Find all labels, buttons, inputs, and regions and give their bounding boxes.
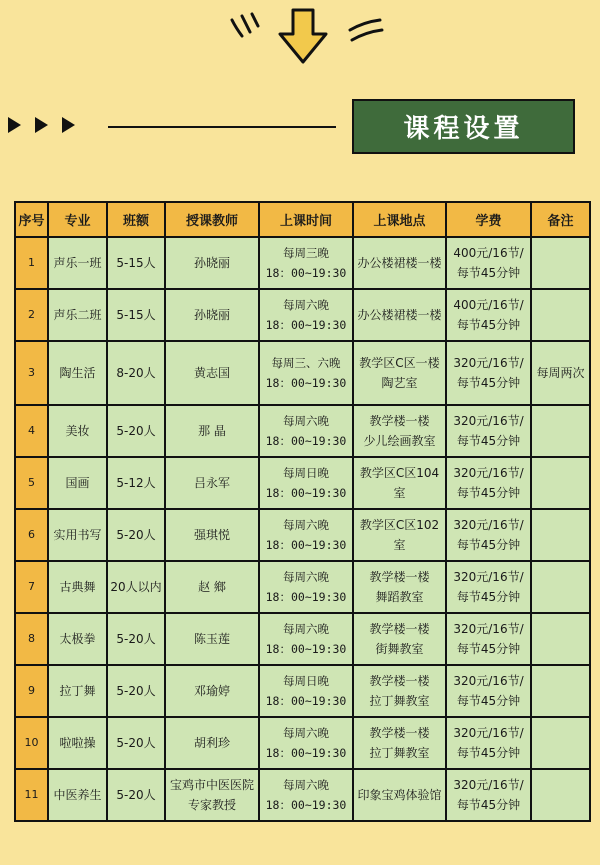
table-cell: 每周六晚 18：00~19:30 bbox=[259, 509, 353, 561]
table-row bbox=[15, 717, 590, 769]
table-cell: 印象宝鸡体验馆 bbox=[353, 769, 446, 821]
table-cell: 320元/16节/ 每节45分钟 bbox=[446, 717, 531, 769]
table-cell: 声乐一班 bbox=[48, 237, 107, 289]
triangle-arrow-icon bbox=[62, 117, 75, 133]
table-cell: 强琪悦 bbox=[165, 509, 259, 561]
table-cell: 教学楼一楼 少儿绘画教室 bbox=[353, 405, 446, 457]
table-cell: 320元/16节/ 每节45分钟 bbox=[446, 561, 531, 613]
table-cell: 4 bbox=[15, 405, 48, 457]
table-cell: 320元/16节/ 每节45分钟 bbox=[446, 665, 531, 717]
table-cell: 教学楼一楼 街舞教室 bbox=[353, 613, 446, 665]
table-row bbox=[15, 613, 590, 665]
table-cell: 每周六晚 18：00~19:30 bbox=[259, 289, 353, 341]
table-cell: 每周日晚 18：00~19:30 bbox=[259, 665, 353, 717]
bottom-band bbox=[0, 823, 600, 865]
table-cell: 教学楼一楼 舞蹈教室 bbox=[353, 561, 446, 613]
triangle-arrow-icon bbox=[35, 117, 48, 133]
table-cell: 美妆 bbox=[48, 405, 107, 457]
table-cell: 1 bbox=[15, 237, 48, 289]
spark-lines-icon bbox=[346, 18, 386, 46]
triangle-arrow-icon bbox=[8, 117, 21, 133]
table-cell: 11 bbox=[15, 769, 48, 821]
table-cell: 拉丁舞 bbox=[48, 665, 107, 717]
table-cell: 5-12人 bbox=[107, 457, 165, 509]
table-cell: 陶生活 bbox=[48, 341, 107, 405]
table-cell: 400元/16节/ 每节45分钟 bbox=[446, 289, 531, 341]
table-cell: 320元/16节/ 每节45分钟 bbox=[446, 457, 531, 509]
table-row bbox=[15, 561, 590, 613]
table-cell: 320元/16节/ 每节45分钟 bbox=[446, 405, 531, 457]
table-cell: 孙晓丽 bbox=[165, 289, 259, 341]
table-cell: 每周六晚 18：00~19:30 bbox=[259, 561, 353, 613]
page-title: 课程设置 bbox=[352, 99, 575, 154]
table-cell: 太极拳 bbox=[48, 613, 107, 665]
table-cell bbox=[531, 561, 590, 613]
triangle-arrows bbox=[8, 117, 75, 133]
table-cell bbox=[531, 289, 590, 341]
column-header: 备注 bbox=[531, 202, 590, 237]
column-header: 序号 bbox=[15, 202, 48, 237]
table-cell: 邓瑜婷 bbox=[165, 665, 259, 717]
table-cell: 每周日晚 18：00~19:30 bbox=[259, 457, 353, 509]
table-cell: 5-15人 bbox=[107, 237, 165, 289]
table-cell: 10 bbox=[15, 717, 48, 769]
table-cell: 2 bbox=[15, 289, 48, 341]
table-cell: 那 晶 bbox=[165, 405, 259, 457]
column-header: 上课时间 bbox=[259, 202, 353, 237]
table-cell: 黄志国 bbox=[165, 341, 259, 405]
course-table bbox=[14, 201, 591, 822]
table-row bbox=[15, 769, 590, 821]
table-cell: 5-20人 bbox=[107, 769, 165, 821]
table-cell: 每周六晚 18：00~19:30 bbox=[259, 613, 353, 665]
table-cell: 教学楼一楼 拉丁舞教室 bbox=[353, 717, 446, 769]
table-cell: 吕永军 bbox=[165, 457, 259, 509]
table-cell: 320元/16节/ 每节45分钟 bbox=[446, 769, 531, 821]
column-header: 专业 bbox=[48, 202, 107, 237]
table-cell: 每周六晚 18：00~19:30 bbox=[259, 717, 353, 769]
column-header: 授课教师 bbox=[165, 202, 259, 237]
table-cell: 5-20人 bbox=[107, 405, 165, 457]
table-cell: 5-20人 bbox=[107, 613, 165, 665]
table-cell bbox=[531, 509, 590, 561]
table-cell: 9 bbox=[15, 665, 48, 717]
table-cell: 每周六晚 18：00~19:30 bbox=[259, 769, 353, 821]
table-row bbox=[15, 665, 590, 717]
table-cell: 教学区C区104室 bbox=[353, 457, 446, 509]
table-cell: 每周两次 bbox=[531, 341, 590, 405]
table-cell: 400元/16节/ 每节45分钟 bbox=[446, 237, 531, 289]
column-header: 学费 bbox=[446, 202, 531, 237]
table-row bbox=[15, 457, 590, 509]
table-header-row bbox=[15, 202, 590, 237]
table-cell: 教学区C区102室 bbox=[353, 509, 446, 561]
down-arrow-icon bbox=[276, 6, 330, 68]
table-cell: 3 bbox=[15, 341, 48, 405]
table-cell bbox=[531, 457, 590, 509]
table-cell: 教学楼一楼 拉丁舞教室 bbox=[353, 665, 446, 717]
table-cell: 20人以内 bbox=[107, 561, 165, 613]
table-cell: 实用书写 bbox=[48, 509, 107, 561]
table-cell bbox=[531, 717, 590, 769]
table-cell bbox=[531, 237, 590, 289]
table-cell: 320元/16节/ 每节45分钟 bbox=[446, 341, 531, 405]
table-row bbox=[15, 289, 590, 341]
table-body bbox=[15, 237, 590, 821]
table-cell: 宝鸡市中医医院 专家教授 bbox=[165, 769, 259, 821]
table-row bbox=[15, 341, 590, 405]
table-cell bbox=[531, 769, 590, 821]
table-cell: 赵 鄉 bbox=[165, 561, 259, 613]
table-cell bbox=[531, 665, 590, 717]
table-cell: 7 bbox=[15, 561, 48, 613]
table-cell: 胡利珍 bbox=[165, 717, 259, 769]
column-header: 班额 bbox=[107, 202, 165, 237]
table-cell: 5-20人 bbox=[107, 665, 165, 717]
table-cell: 5-20人 bbox=[107, 717, 165, 769]
table-cell: 8 bbox=[15, 613, 48, 665]
table-cell: 5-15人 bbox=[107, 289, 165, 341]
table-cell: 中医养生 bbox=[48, 769, 107, 821]
divider-line bbox=[108, 126, 336, 128]
table-cell: 声乐二班 bbox=[48, 289, 107, 341]
table-cell: 5 bbox=[15, 457, 48, 509]
table-cell: 古典舞 bbox=[48, 561, 107, 613]
table-cell: 办公楼裙楼一楼 bbox=[353, 289, 446, 341]
table-cell: 教学区C区一楼 陶艺室 bbox=[353, 341, 446, 405]
spark-lines-icon bbox=[228, 10, 264, 44]
table-cell: 陈玉莲 bbox=[165, 613, 259, 665]
table-cell: 8-20人 bbox=[107, 341, 165, 405]
table-cell: 啦啦操 bbox=[48, 717, 107, 769]
table-cell: 国画 bbox=[48, 457, 107, 509]
table-cell: 每周六晚 18：00~19:30 bbox=[259, 405, 353, 457]
table-cell: 孙晓丽 bbox=[165, 237, 259, 289]
table-cell: 每周三、六晚 18：00~19:30 bbox=[259, 341, 353, 405]
table-cell bbox=[531, 405, 590, 457]
table-cell: 办公楼裙楼一楼 bbox=[353, 237, 446, 289]
table-row bbox=[15, 405, 590, 457]
table-cell: 5-20人 bbox=[107, 509, 165, 561]
table-cell: 320元/16节/ 每节45分钟 bbox=[446, 613, 531, 665]
table-cell: 6 bbox=[15, 509, 48, 561]
table-cell: 320元/16节/ 每节45分钟 bbox=[446, 509, 531, 561]
table-row bbox=[15, 509, 590, 561]
table-cell bbox=[531, 613, 590, 665]
table-row bbox=[15, 237, 590, 289]
table-cell: 每周三晚 18：00~19:30 bbox=[259, 237, 353, 289]
column-header: 上课地点 bbox=[353, 202, 446, 237]
